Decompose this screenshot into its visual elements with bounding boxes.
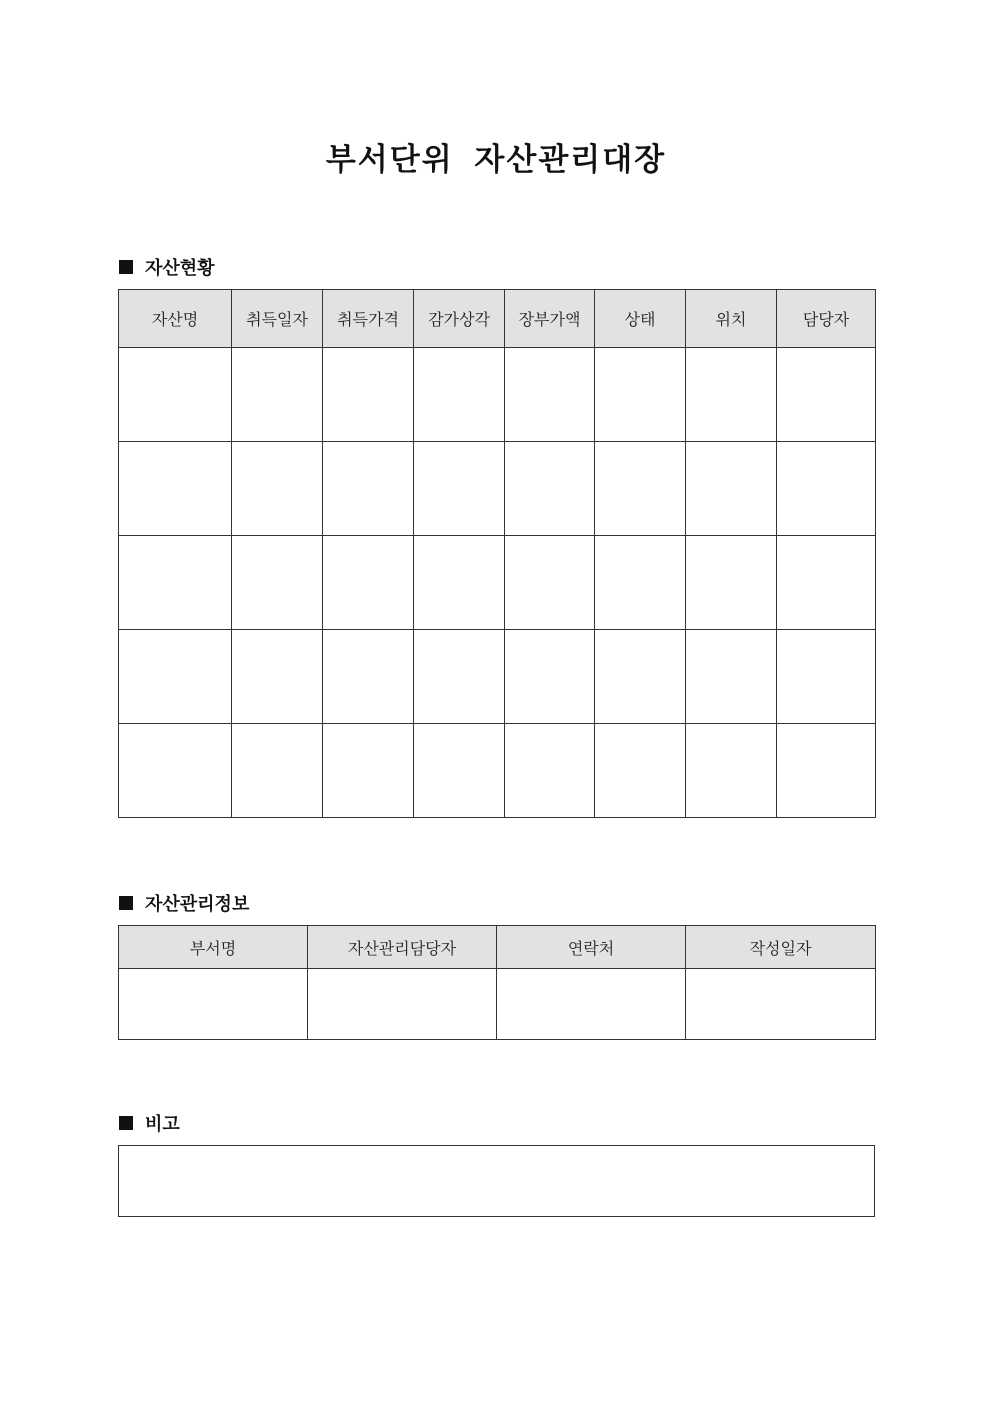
table-cell[interactable] — [777, 724, 876, 818]
table-cell[interactable] — [323, 630, 414, 724]
square-bullet-icon — [119, 260, 133, 274]
asset-status-header-row — [119, 290, 876, 348]
table-cell[interactable] — [232, 348, 323, 442]
table-cell[interactable] — [686, 348, 777, 442]
table-row — [119, 969, 876, 1040]
page-title: 부서단위 자산관리대장 — [325, 142, 667, 178]
table-cell[interactable] — [414, 630, 505, 724]
table-cell[interactable] — [119, 348, 232, 442]
col-header-book-value: 장부가액 — [505, 290, 595, 348]
table-cell[interactable] — [414, 536, 505, 630]
remarks-heading-label: 비고 — [145, 1114, 180, 1135]
table-cell[interactable] — [232, 536, 323, 630]
table-cell[interactable] — [595, 348, 686, 442]
asset-status-heading — [119, 254, 215, 280]
square-bullet-icon — [119, 1116, 133, 1130]
table-row — [119, 442, 876, 536]
table-cell[interactable] — [505, 442, 595, 536]
table-cell[interactable] — [686, 969, 876, 1040]
col-header-manager: 담당자 — [777, 290, 876, 348]
col-header-status: 상태 — [595, 290, 686, 348]
asset-status-heading-label: 자산현황 — [145, 258, 215, 279]
square-bullet-icon — [119, 896, 133, 910]
table-cell[interactable] — [686, 442, 777, 536]
table-cell[interactable] — [323, 442, 414, 536]
col-header-asset-name: 자산명 — [119, 290, 232, 348]
remarks-box[interactable] — [118, 1145, 875, 1217]
col-header-acquisition-price: 취득가격 — [323, 290, 414, 348]
table-cell[interactable] — [414, 724, 505, 818]
management-info-heading-label: 자산관리정보 — [145, 894, 250, 915]
table-cell[interactable] — [414, 442, 505, 536]
table-cell[interactable] — [777, 442, 876, 536]
col-header-acquisition-date: 취득일자 — [232, 290, 323, 348]
table-cell[interactable] — [595, 724, 686, 818]
table-cell[interactable] — [777, 348, 876, 442]
col-header-contact: 연락처 — [497, 926, 686, 969]
management-info-table — [118, 925, 876, 1040]
table-row — [119, 630, 876, 724]
table-cell[interactable] — [777, 536, 876, 630]
table-cell[interactable] — [232, 724, 323, 818]
table-cell[interactable] — [119, 630, 232, 724]
table-cell[interactable] — [595, 630, 686, 724]
table-cell[interactable] — [323, 536, 414, 630]
table-cell[interactable] — [119, 536, 232, 630]
table-cell[interactable] — [686, 724, 777, 818]
col-header-depreciation: 감가상각 — [414, 290, 505, 348]
table-cell[interactable] — [777, 630, 876, 724]
table-cell[interactable] — [232, 630, 323, 724]
asset-status-table — [118, 289, 876, 818]
table-cell[interactable] — [595, 536, 686, 630]
table-cell[interactable] — [505, 724, 595, 818]
table-cell[interactable] — [323, 348, 414, 442]
table-cell[interactable] — [505, 536, 595, 630]
col-header-asset-manager: 자산관리담당자 — [308, 926, 497, 969]
table-cell[interactable] — [119, 969, 308, 1040]
table-cell[interactable] — [414, 348, 505, 442]
table-cell[interactable] — [505, 630, 595, 724]
table-cell[interactable] — [323, 724, 414, 818]
management-info-header-row — [119, 926, 876, 969]
table-cell[interactable] — [595, 442, 686, 536]
col-header-written-date: 작성일자 — [686, 926, 876, 969]
table-cell[interactable] — [686, 536, 777, 630]
table-cell[interactable] — [119, 724, 232, 818]
col-header-department: 부서명 — [119, 926, 308, 969]
table-cell[interactable] — [119, 442, 232, 536]
table-cell[interactable] — [497, 969, 686, 1040]
management-info-heading — [119, 890, 249, 916]
table-cell[interactable] — [505, 348, 595, 442]
col-header-location: 위치 — [686, 290, 777, 348]
table-cell[interactable] — [232, 442, 323, 536]
table-row — [119, 536, 876, 630]
remarks-heading — [119, 1110, 180, 1136]
table-cell[interactable] — [686, 630, 777, 724]
table-row — [119, 724, 876, 818]
table-row — [119, 348, 876, 442]
table-cell[interactable] — [308, 969, 497, 1040]
